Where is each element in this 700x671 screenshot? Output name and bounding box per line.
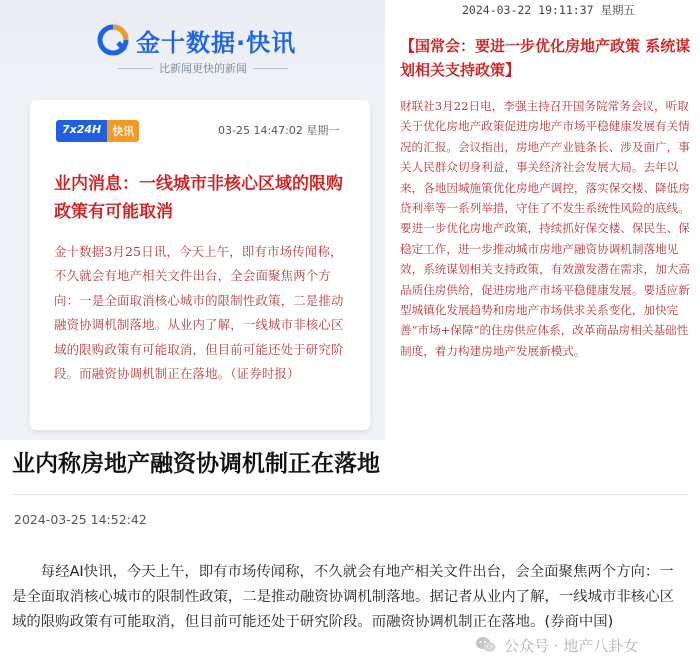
- flash-body-text: 金十数据3月25日讯，今天上午，即有市场传闻称，不久就会有地产相关文件出台，全会面聚焦两个方向：一是全面取消核心城市的限制性政策，二是推动融资协调机制落地。从业内了解，一线城市非核心区域的限购政策有可能取消，但目前可能还处于研究阶段。而融资协调机制正在落地。（证券时报）: [54, 244, 344, 382]
- flash-headline: 业内消息：一线城市非核心区域的限购政策有可能取消: [54, 174, 343, 222]
- jin10-news-panel: [0, 0, 385, 440]
- news-body-text: 财联社3月22日电，李强主持召开国务院常务会议，听取关于优化房地产政策促进房地产市场平稳健康发展有关情况的汇报。会议指出，房地产产业链条长、涉及面广，事关人民群众切身利益，事关经济社会发展大局。去年以来，各地因城施策优化房地产调控，落实保交楼、降低房贷利率等一系列举措，守住了不发生系统性风险的底线。要进一步优化房地产政策，持续抓好保交楼、保民生、保稳定工作，进一步推动城市房地产融资协调机制落地见效，系统谋划相关支持政策，有效激发潜在需求，加大高品质住房供给，促进房地产市场平稳健康发展。要适应新型城镇化发展趋势和房地产市场供求关系变化，加快完善“市场+保障”的住房供应体系，改革商品房相关基础性制度，着力构建房地产发展新模式。: [400, 99, 690, 358]
- article-timestamp: 2024-03-25 14:52:42: [14, 512, 147, 527]
- flash-badge: [56, 120, 139, 142]
- wechat-icon: [474, 633, 498, 657]
- flash-news-card: [30, 100, 370, 430]
- badge-7x24: 7x24H: [56, 120, 107, 142]
- flash-timestamp: 03-25 14:47:02 星期一: [218, 124, 340, 137]
- badge-flash: 快讯: [107, 120, 139, 142]
- slogan-divider-left: [118, 68, 153, 69]
- news-headline: 【国常会：要进一步优化房地产政策 系统谋划相关支持政策】: [400, 37, 691, 79]
- jin10-logo-icon: [96, 23, 130, 57]
- news-timestamp: 2024-03-22 19:11:37 星期五: [462, 3, 635, 17]
- article-title: 业内称房地产融资协调机制正在落地: [12, 451, 380, 477]
- brand-header: [96, 20, 296, 60]
- slogan-divider-right: [253, 68, 288, 69]
- brand-name: 金十数据·快讯: [136, 28, 297, 57]
- article-body-text: 每经AI快讯，今天上午，即有市场传闻称，不久就会有地产相关文件出台，会全面聚焦两个方向：一是全面取消核心城市的限制性政策，二是推动融资协调机制落地。据记者从业内了解，一线城市非核心区域的限购政策有可能取消，但目前可能还处于研究阶段。而融资协调机制正在落地。(券商中国): [12, 564, 674, 630]
- slogan-text: 比新闻更快的新闻: [159, 62, 247, 75]
- brand-slogan: [118, 60, 288, 76]
- cailian-news-panel: [392, 0, 700, 440]
- watermark-text: 公众号 · 地产八卦女: [504, 636, 639, 655]
- watermark: [474, 633, 638, 657]
- article-divider: [12, 494, 688, 495]
